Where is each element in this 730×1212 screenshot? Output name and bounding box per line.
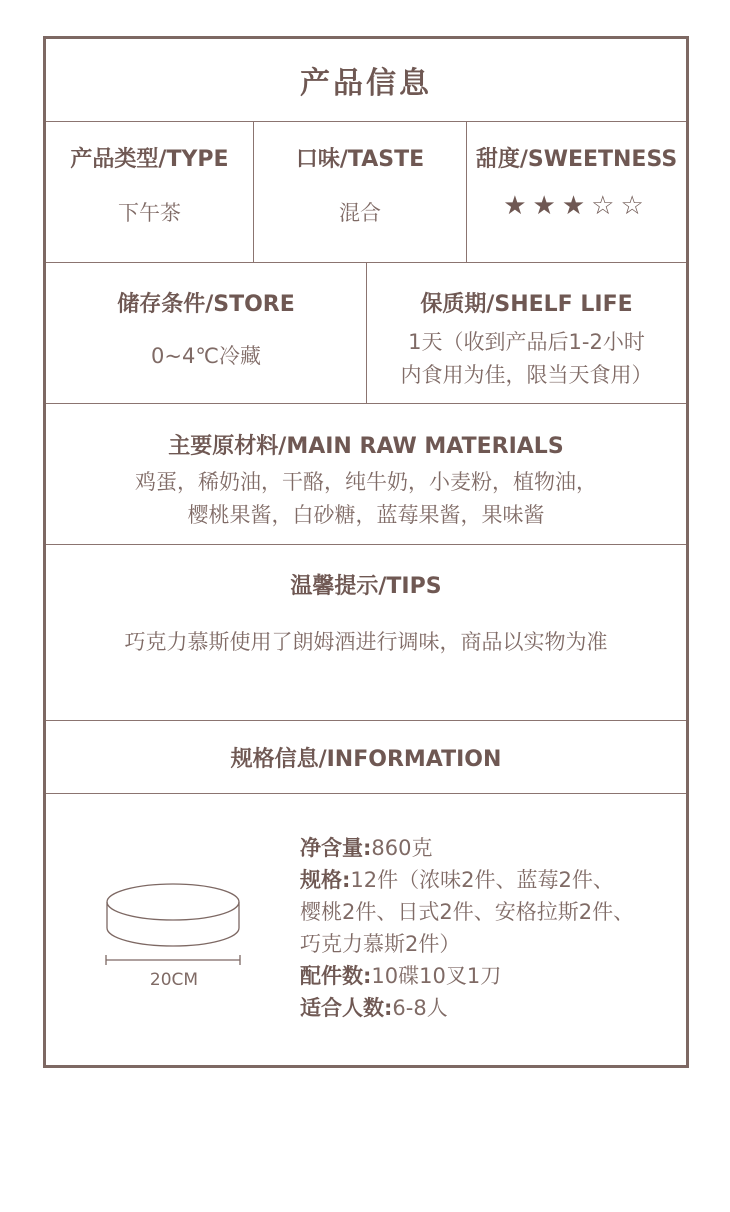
spec-value-1: 12件（浓味2件、蓝莓2件、 <box>350 868 614 892</box>
cell-sweetness <box>467 122 686 262</box>
tips-label: 温馨提示/TIPS <box>290 574 442 599</box>
cell-type <box>46 122 254 262</box>
cell-shelf-life <box>367 263 686 403</box>
people-key: 适合人数: <box>300 996 393 1020</box>
cell-taste <box>254 122 467 262</box>
people-value: 6-8人 <box>392 996 448 1020</box>
accessories-line <box>300 960 680 992</box>
star-filled-icon: ★ <box>561 191 592 221</box>
row-information-header <box>46 721 686 794</box>
sweetness-rating <box>467 191 686 221</box>
type-label: 产品类型/TYPE <box>70 147 229 172</box>
shelf-label: 保质期/SHELF LIFE <box>420 292 633 317</box>
materials-label: 主要原材料/MAIN RAW MATERIALS <box>168 434 564 459</box>
star-empty-icon: ☆ <box>591 191 621 221</box>
size-label: 20CM <box>149 970 199 990</box>
section-title: 产品信息 <box>46 39 686 122</box>
row-spec <box>46 794 686 1065</box>
spec-list <box>300 832 680 1024</box>
store-value: 0~4℃冷藏 <box>151 344 261 368</box>
cell-store <box>46 263 367 403</box>
net-weight-line <box>300 832 680 864</box>
taste-label: 口味/TASTE <box>295 147 425 172</box>
accessories-value: 10碟10叉1刀 <box>371 964 502 988</box>
net-weight-value: 860克 <box>371 836 433 860</box>
materials-line1: 鸡蛋，稀奶油，干酪，纯牛奶，小麦粉，植物油， <box>135 470 597 494</box>
star-filled-icon: ★ <box>532 191 562 221</box>
spec-key: 规格: <box>300 868 351 892</box>
row-materials <box>46 404 686 545</box>
store-label: 储存条件/STORE <box>117 292 295 317</box>
spec-line-1 <box>300 864 680 896</box>
row-basic-info <box>46 122 686 263</box>
star-empty-icon: ☆ <box>620 191 650 221</box>
type-value: 下午茶 <box>118 201 181 225</box>
information-label: 规格信息/INFORMATION <box>230 746 502 772</box>
sweetness-label: 甜度/SWEETNESS <box>475 147 678 172</box>
row-tips <box>46 545 686 721</box>
net-weight-key: 净含量: <box>300 836 372 860</box>
product-info-card <box>43 36 689 1068</box>
spec-line-3: 巧克力慕斯2件） <box>300 932 461 956</box>
shelf-value-line2: 内食用为佳，限当天食用） <box>400 363 653 387</box>
taste-value: 混合 <box>339 201 381 225</box>
spec-line-2: 樱桃2件、日式2件、安格拉斯2件、 <box>300 900 635 924</box>
row-storage <box>46 263 686 404</box>
star-filled-icon: ★ <box>503 191 533 221</box>
accessories-key: 配件数: <box>300 964 372 988</box>
tips-text: 巧克力慕斯使用了朗姆酒进行调味，商品以实物为准 <box>124 630 608 654</box>
materials-line2: 樱桃果酱，白砂糖，蓝莓果酱，果味酱 <box>187 503 545 527</box>
shelf-value-line1: 1天（收到产品后1-2小时 <box>408 330 645 354</box>
people-line <box>300 992 680 1024</box>
